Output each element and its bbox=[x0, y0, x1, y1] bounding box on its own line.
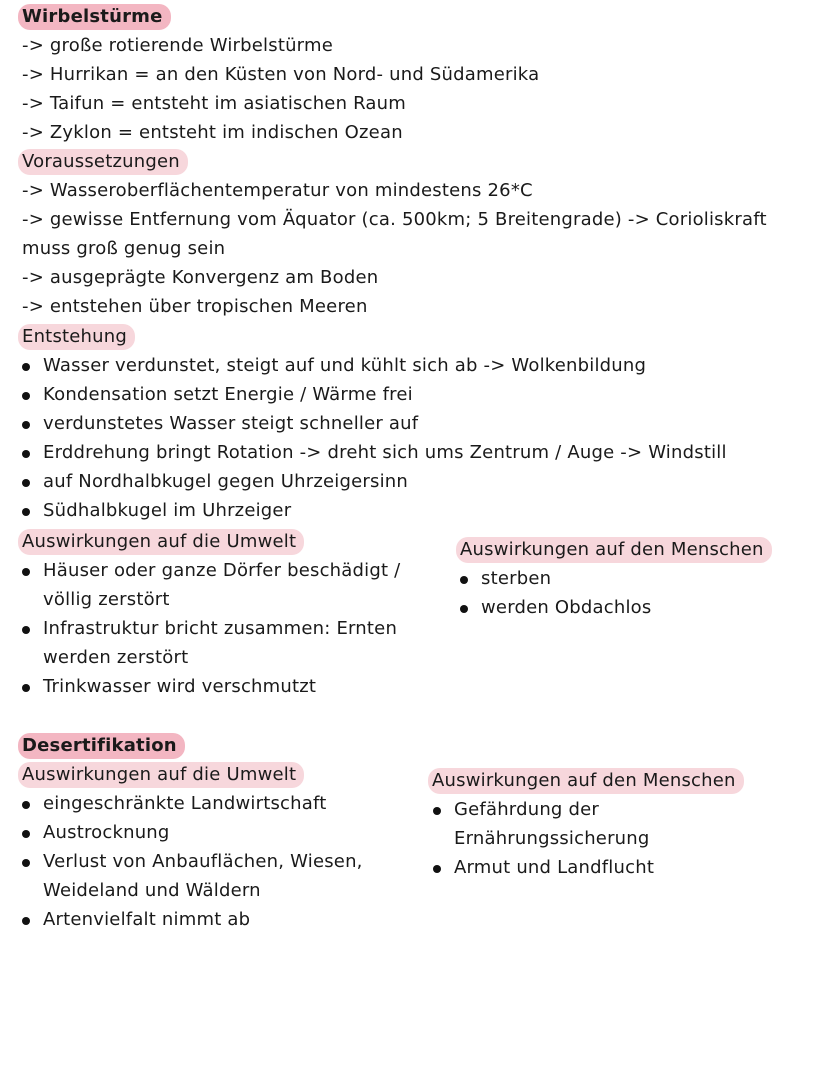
section-title-desertifikation: Desertifikation bbox=[18, 733, 185, 759]
text-line: muss groß genug sein bbox=[22, 238, 226, 259]
bullet-icon bbox=[460, 605, 468, 613]
text-line: -> große rotierende Wirbelstürme bbox=[22, 35, 333, 56]
bullet-icon bbox=[22, 363, 30, 371]
bullet-icon bbox=[22, 568, 30, 576]
subsection-title-umwelt: Auswirkungen auf die Umwelt bbox=[18, 529, 304, 555]
text-line: -> gewisse Entfernung vom Äquator (ca. 500km; 5 Breitengrade) -> Corioliskraft bbox=[22, 209, 767, 230]
subsection-title-voraussetzungen: Voraussetzungen bbox=[18, 149, 188, 175]
notes-page: Wirbelstürme -> große rotierende Wirbelstürme -> Hurrikan = an den Küsten von Nord- und Südamerika -> Taifun = entsteht im asiatischen Raum -> Zyklon = entsteht im indischen Ozean Voraussetzungen -> Wasseroberflächentemperatur von mindestens 26*C -> gewisse Entfernung vom Äquator (ca. 500km; 5 Breitengrade) -> Corioliskraft muss groß genug sein -> ausgeprägte Konvergenz am Boden -> entstehen über tropischen Meeren Entstehung Wasser verdunstet, steigt auf und kühlt sich ab -> Wolkenbildung Kondensation setzt Energie / Wärme frei verdunstetes Wasser steigt schneller auf Erddrehung bringt Rotation -> dreht sich ums Zentrum / Auge -> Windstill auf Nordhalbkugel gegen Uhrzeigersinn Südhalbkugel im Uhrzeiger Auswirkungen auf die Umwelt Häuser oder ganze Dörfer beschädigt / völlig zerstört Infrastruktur bricht zusammen: Ernten werden zerstört Trinkwasser wird verschmutzt Auswirkungen auf den Menschen sterben werden Obdachlos Desertifikation Auswirkungen auf die Umwelt eingeschränkte Landwirtschaft Austrocknung Verlust von Anbauflächen, Wiesen, Weideland und Wäldern Artenvielfalt nimmt ab Auswirkungen auf den Menschen Gefährdung der Ernährungssicherung Armut und Landflucht bbox=[0, 0, 828, 1086]
text-line: -> Taifun = entsteht im asiatischen Raum bbox=[22, 93, 406, 114]
bullet-icon bbox=[22, 392, 30, 400]
bullet-icon bbox=[22, 684, 30, 692]
text-line: -> Hurrikan = an den Küsten von Nord- und Südamerika bbox=[22, 64, 540, 85]
list-item-continuation: Ernährungssicherung bbox=[454, 828, 650, 849]
text-line: -> ausgeprägte Konvergenz am Boden bbox=[22, 267, 379, 288]
bullet-icon bbox=[22, 801, 30, 809]
bullet-icon bbox=[22, 830, 30, 838]
bullet-icon bbox=[433, 807, 441, 815]
section-title-wirbelstuerme: Wirbelstürme bbox=[18, 4, 171, 30]
bullet-icon bbox=[22, 626, 30, 634]
text-line: -> entstehen über tropischen Meeren bbox=[22, 296, 368, 317]
subsection-title-menschen: Auswirkungen auf den Menschen bbox=[428, 768, 744, 794]
bullet-icon bbox=[22, 508, 30, 516]
bullet-icon bbox=[433, 865, 441, 873]
text-line: -> Zyklon = entsteht im indischen Ozean bbox=[22, 122, 403, 143]
list-item-continuation: völlig zerstört bbox=[43, 589, 170, 610]
subsection-title-menschen: Auswirkungen auf den Menschen bbox=[456, 537, 772, 563]
bullet-icon bbox=[22, 917, 30, 925]
list-item-continuation: Weideland und Wäldern bbox=[43, 880, 261, 901]
subsection-title-umwelt: Auswirkungen auf die Umwelt bbox=[18, 762, 304, 788]
bullet-icon bbox=[22, 859, 30, 867]
text-line: -> Wasseroberflächentemperatur von mindestens 26*C bbox=[22, 180, 533, 201]
bullet-icon bbox=[460, 576, 468, 584]
bullet-icon bbox=[22, 450, 30, 458]
bullet-icon bbox=[22, 479, 30, 487]
subsection-title-entstehung: Entstehung bbox=[18, 324, 135, 350]
list-item-continuation: werden zerstört bbox=[43, 647, 189, 668]
bullet-icon bbox=[22, 421, 30, 429]
